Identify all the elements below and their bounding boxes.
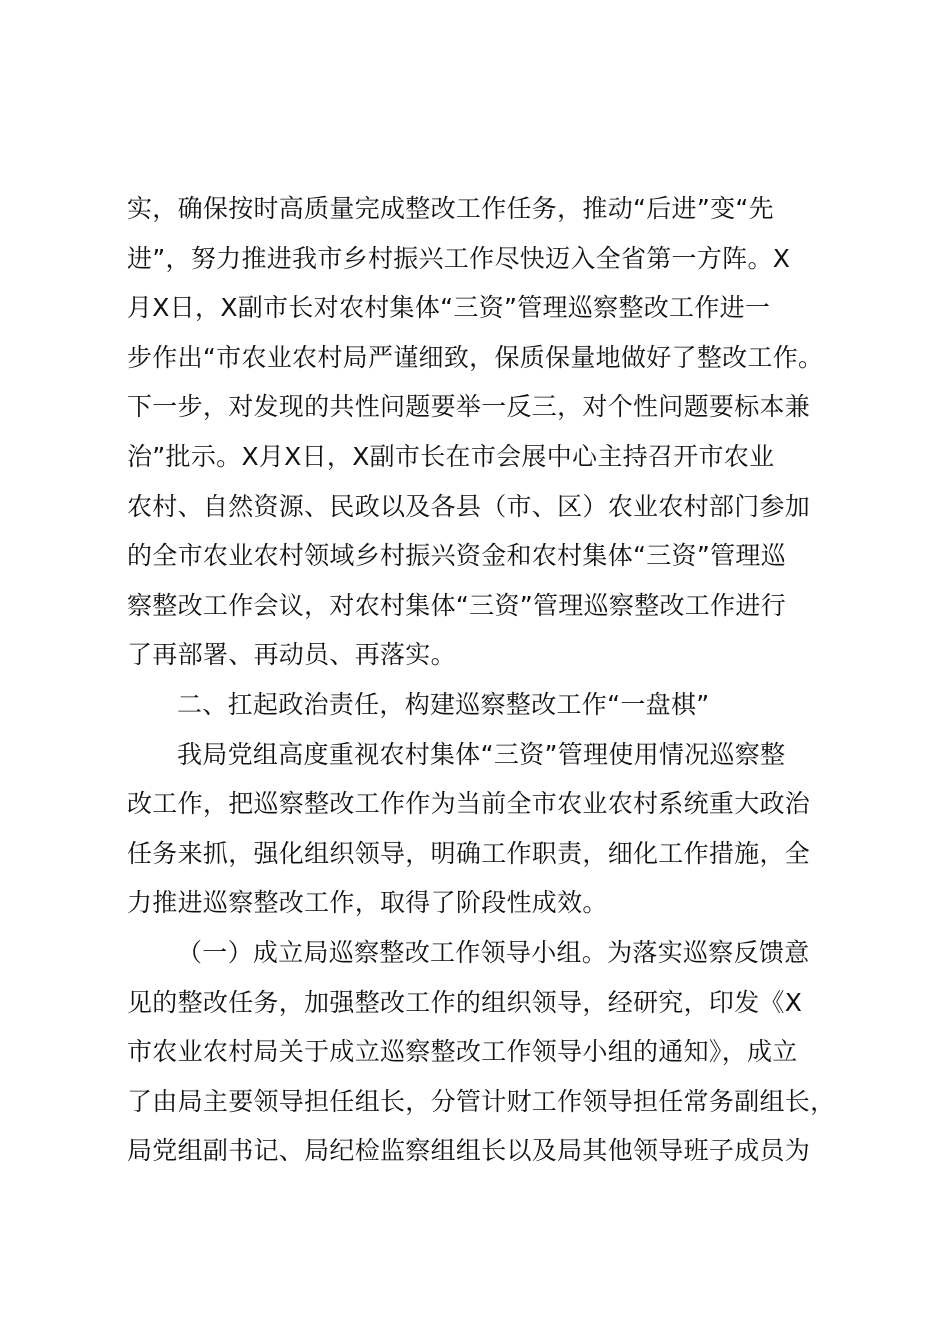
text-line: 治”批示。X月X日，X副市长在市会展中心主持召开市农业 [127,441,775,471]
text-line: 进”，努力推进我市乡村振兴工作尽快迈入全省第一方阵。X [127,243,791,273]
text-line: 任务来抓，强化组织领导，明确工作职责，细化工作措施，全 [127,838,811,868]
section-heading: 二、扛起政治责任，构建巡察整改工作“一盘棋” [177,689,710,719]
text-line: 市农业农村局关于成立巡察整改工作领导小组的通知》，成立 [127,1037,798,1067]
text-line: 了再部署、再动员、再落实。 [127,640,456,670]
text-line: 局党组副书记、局纪检监察组组长以及局其他领导班子成员为 [127,1136,811,1166]
text-line: 农村、自然资源、民政以及各县（市、区）农业农村部门参加 [127,491,811,521]
text-line: 了由局主要领导担任组长，分管计财工作领导担任常务副组长， [127,1086,836,1116]
paragraph-first-line: 我局党组高度重视农村集体“三资”管理使用情况巡察整 [177,739,786,769]
text-line: 察整改工作会议，对农村集体“三资”管理巡察整改工作进行 [127,590,787,620]
text-line: 的全市农业农村领域乡村振兴资金和农村集体“三资”管理巡 [127,541,787,571]
text-line: 改工作，把巡察整改工作作为当前全市农业农村系统重大政治 [127,789,811,819]
document-body [127,184,837,1176]
text-line: 力推进巡察整改工作，取得了阶段性成效。 [127,888,608,918]
subsection-heading: （一）成立局巡察整改工作领导小组。为落实巡察反馈意 [177,937,810,967]
text-line: 月X日，X副市长对农村集体“三资”管理巡察整改工作进一 [127,293,771,323]
text-line: 见的整改任务，加强整改工作的组织领导，经研究，印发《X [127,987,803,1017]
text-line: 下一步，对发现的共性问题要举一反三，对个性问题要标本兼 [127,392,811,422]
text-line: 实，确保按时高质量完成整改工作任务，推动“后进”变“先 [127,194,774,223]
text-line: 步作出“市农业农村局严谨细致，保质保量地做好了整改工作。 [127,342,824,372]
